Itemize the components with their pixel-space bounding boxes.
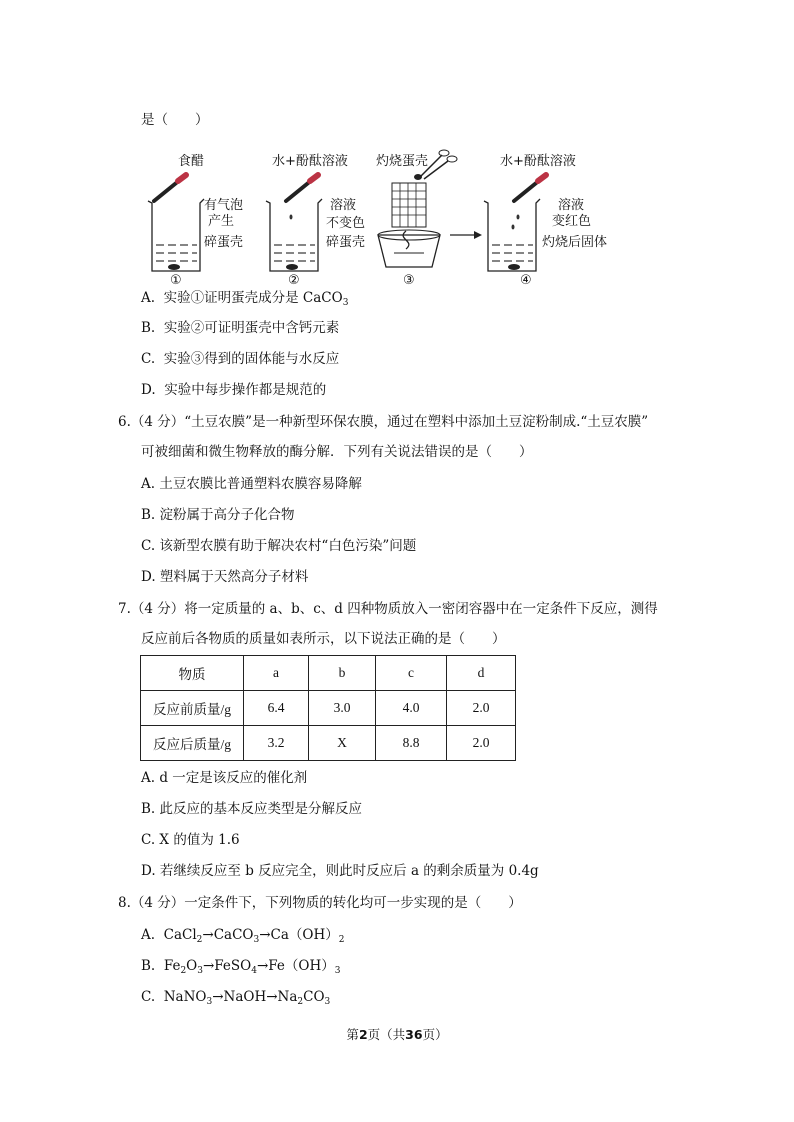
question-stem-tail: 是（ ） <box>141 112 209 128</box>
subscript: 2 <box>297 997 304 1007</box>
table-header-cell: 物质 <box>141 656 244 691</box>
table-cell: 反应前质量/g <box>141 691 244 726</box>
q6-option-b[interactable]: B. 淀粉属于高分子化合物 <box>141 507 295 523</box>
note-4c: 灼烧后固体 <box>542 235 608 250</box>
option-letter: C. <box>141 351 156 367</box>
beaker-2 <box>266 153 365 285</box>
q5-option-c[interactable] <box>141 349 339 369</box>
option-text: 实验①证明蛋壳成分是 CaCO <box>163 290 343 306</box>
option-text: 实验③得到的固体能与水反应 <box>163 351 340 367</box>
option-letter: A. <box>141 927 156 943</box>
table-row <box>141 726 516 761</box>
page-footer <box>0 1025 794 1043</box>
q7-stem-line2: 反应前后各物质的质量如表所示，以下说法正确的是（ ） <box>141 631 506 647</box>
subscript: 3 <box>197 966 203 976</box>
table-cell: 8.8 <box>376 726 447 761</box>
option-text: 实验中每步操作都是规范的 <box>164 382 327 398</box>
table-cell: 3.0 <box>309 691 376 726</box>
q6-option-c[interactable]: C. 该新型农膜有助于解决农村“白色污染”问题 <box>141 538 417 554</box>
experiment-figure <box>134 143 634 285</box>
formula-part: CO <box>303 989 325 1005</box>
subscript: 3 <box>206 997 213 1007</box>
option-letter: A. <box>141 290 156 306</box>
note-2a: 溶液 <box>330 198 357 213</box>
exp-number-3: ③ <box>403 273 415 285</box>
q7-option-c[interactable]: C. X 的值为 1.6 <box>141 832 240 848</box>
burner-3 <box>376 150 457 285</box>
q8-option-b[interactable] <box>141 956 340 976</box>
page-total: 36 <box>405 1027 423 1042</box>
option-letter: B. <box>141 958 156 974</box>
formula-part: O <box>186 958 198 974</box>
formula-part: →NaOH→Na <box>212 989 298 1005</box>
q7-option-a[interactable]: A. d 一定是该反应的催化剂 <box>141 770 308 786</box>
subscript: 3 <box>253 935 260 945</box>
q7-option-b[interactable]: B. 此反应的基本反应类型是分解反应 <box>141 801 363 817</box>
note-4b: 变红色 <box>552 214 592 229</box>
note-2b: 不变色 <box>326 216 366 231</box>
table-cell: 2.0 <box>447 726 516 761</box>
dropper-label-2: 水+酚酞溶液 <box>272 154 348 169</box>
table-cell: 3.2 <box>244 726 309 761</box>
option-letter: C. <box>141 989 156 1005</box>
q5-option-d[interactable] <box>141 380 326 400</box>
table-header-cell: a <box>244 656 309 691</box>
note-1b: 产生 <box>208 214 235 229</box>
table-cell: X <box>309 726 376 761</box>
option-text: 实验②可证明蛋壳中含钙元素 <box>163 320 340 336</box>
subscript: 3 <box>334 966 341 976</box>
q5-option-a[interactable] <box>141 288 348 308</box>
beaker-4 <box>484 153 607 285</box>
subscript: 3 <box>342 298 349 308</box>
formula-part: →CaCO <box>202 927 254 943</box>
q5-option-b[interactable] <box>141 318 339 338</box>
table-row <box>141 691 516 726</box>
dropper-label-1: 食醋 <box>178 154 205 169</box>
formula-part: NaNO <box>163 989 207 1005</box>
footer-text: 页（共 <box>367 1027 406 1042</box>
subscript: 3 <box>324 997 331 1007</box>
formula-part: →Ca（OH） <box>259 927 339 943</box>
table-cell: 6.4 <box>244 691 309 726</box>
note-2c: 碎蛋壳 <box>326 235 366 250</box>
formula-part: CaCl <box>163 927 197 943</box>
formula-part: →Fe（OH） <box>256 958 335 974</box>
note-1c: 碎蛋壳 <box>204 235 244 250</box>
q6-stem-line1: 6.（4 分）“土豆农膜”是一种新型环保农膜，通过在塑料中添加土豆淀粉制成.“土豆农膜” <box>118 414 649 430</box>
exp-number-4: ④ <box>520 273 532 285</box>
option-letter: B. <box>141 320 156 336</box>
q8-stem: 8.（4 分）一定条件下，下列物质的转化均可一步实现的是（ ） <box>118 895 522 911</box>
dropper-label-4: 水+酚酞溶液 <box>500 154 576 169</box>
footer-text: 页） <box>422 1027 448 1042</box>
exp-number-2: ② <box>288 273 300 285</box>
subscript: 2 <box>180 966 187 976</box>
note-4a: 溶液 <box>558 198 585 213</box>
process-arrow <box>450 231 482 239</box>
subscript: 4 <box>251 966 257 976</box>
table-header-row <box>141 656 516 691</box>
q7-stem-line1: 7.（4 分）将一定质量的 a、b、c、d 四种物质放入一密闭容器中在一定条件下反应，测得 <box>118 601 658 617</box>
formula-part: →FeSO <box>202 958 252 974</box>
q6-stem-line2: 可被细菌和微生物释放的酶分解．下列有关说法错误的是（ ） <box>141 444 533 460</box>
q8-option-c[interactable] <box>141 987 330 1007</box>
table-header-cell: c <box>376 656 447 691</box>
q8-option-a[interactable] <box>141 925 345 945</box>
q6-option-a[interactable]: A. 土豆农膜比普通塑料农膜容易降解 <box>141 476 362 492</box>
q7-option-d[interactable]: D. 若继续反应至 b 反应完全，则此时反应后 a 的剩余质量为 0.4g <box>141 863 539 879</box>
table-header-cell: b <box>309 656 376 691</box>
formula-part: Fe <box>163 958 181 974</box>
beaker-1 <box>148 153 243 285</box>
table-cell: 4.0 <box>376 691 447 726</box>
mass-table <box>140 655 516 761</box>
footer-text: 第 <box>346 1027 359 1042</box>
table-cell: 2.0 <box>447 691 516 726</box>
exp-number-1: ① <box>170 273 182 285</box>
option-letter: D. <box>141 382 156 398</box>
table-cell: 反应后质量/g <box>141 726 244 761</box>
burn-label: 灼烧蛋壳 <box>376 154 429 169</box>
table-header-cell: d <box>447 656 516 691</box>
page-number: 2 <box>358 1027 368 1042</box>
subscript: 2 <box>338 935 345 945</box>
q6-option-d[interactable]: D. 塑料属于天然高分子材料 <box>141 569 309 585</box>
subscript: 2 <box>196 935 203 945</box>
note-1a: 有气泡 <box>204 198 244 213</box>
